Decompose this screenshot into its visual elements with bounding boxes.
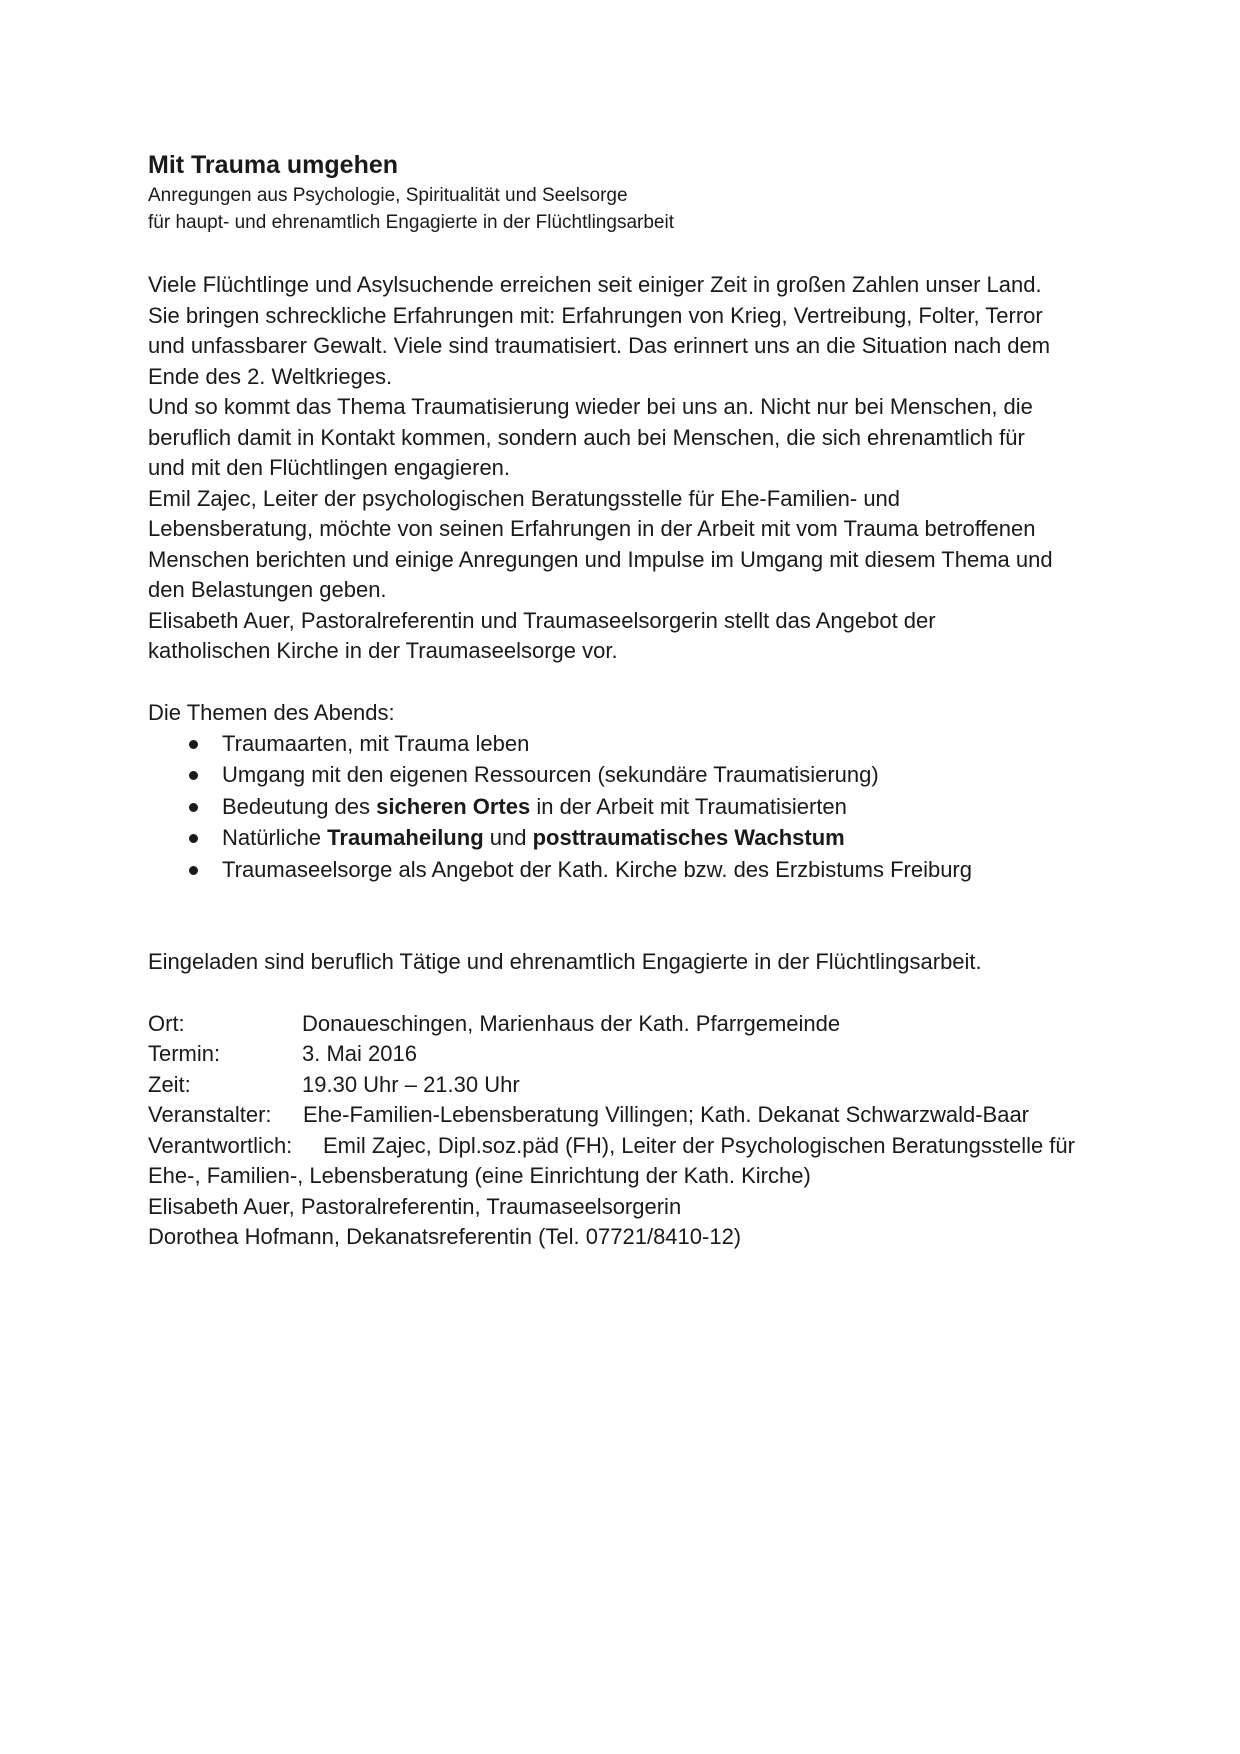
intro-line: Sie bringen schreckliche Erfahrungen mit: Erfahrungen von Krieg, Vertreibung, Folter, Terror (148, 302, 1043, 328)
intro-line: und mit den Flüchtlingen engagieren. (148, 455, 511, 480)
info-verantwortlich-continued: Ehe-, Familien-, Lebensberatung (eine Einrichtung der Kath. Kirche) (148, 1163, 811, 1188)
topic-text: Umgang mit den eigenen Ressourcen (sekundäre Traumatisierung) (222, 762, 879, 787)
topic-text: und (483, 825, 533, 850)
intro-line: Elisabeth Auer, Pastoralreferentin und Traumaseelsorgerin stellt das Angebot der (148, 607, 936, 633)
intro-line: Menschen berichten und einige Anregungen und Impulse im Umgang mit diesem Thema und (148, 546, 1053, 572)
invitation-text: Eingeladen sind beruflich Tätige und ehrenamtlich Engagierte in der Flüchtlingsarbeit. (148, 949, 982, 974)
document-title: Mit Trauma umgehen (148, 151, 399, 179)
info-value: Donaueschingen, Marienhaus der Kath. Pfarrgemeinde (302, 1010, 841, 1036)
info-value: 3. Mai 2016 (302, 1041, 417, 1066)
intro-line: den Belastungen geben. (148, 577, 387, 602)
subtitle-line-1: Anregungen aus Psychologie, Spiritualität und Seelsorge (148, 185, 628, 206)
spacer (148, 978, 1108, 1009)
intro-line: katholischen Kirche in der Traumaseelsorge vor. (148, 638, 618, 663)
intro-line: beruflich damit in Kontakt kommen, sondern auch bei Menschen, die sich ehrenamtlich für (148, 424, 1025, 450)
info-value: 19.30 Uhr – 21.30 Uhr (302, 1071, 520, 1097)
info-label: Verantwortlich: (148, 1132, 293, 1158)
document-page (148, 148, 1108, 1253)
topic-emphasis: Traumaheilung (327, 825, 484, 850)
info-verantwortlich (148, 1131, 1108, 1162)
bullet-icon (189, 740, 198, 749)
list-item (148, 854, 1108, 886)
info-ort (148, 1009, 1108, 1040)
topic-text: Bedeutung des (222, 793, 377, 819)
list-item (148, 728, 1108, 760)
intro-line: Lebensberatung, möchte von seinen Erfahrungen in der Arbeit mit vom Trauma betroffenen (148, 516, 1036, 541)
bullet-icon (189, 866, 198, 875)
bullet-icon (189, 834, 198, 843)
list-item (148, 822, 1108, 854)
spacer (148, 667, 1108, 697)
info-value: Ehe-Familien-Lebensberatung Villingen; Kath. Dekanat Schwarzwald-Baar (303, 1102, 1029, 1127)
info-label: Ort: (148, 1010, 185, 1036)
subtitle-line-2: für haupt- und ehrenamtlich Engagierte in der Flüchtlingsarbeit (148, 212, 674, 233)
bullet-icon (189, 803, 198, 812)
intro-line: und unfassbarer Gewalt. Viele sind traumatisiert. Das erinnert uns an die Situation nach dem (148, 333, 1051, 358)
topic-emphasis: sicheren Ortes (376, 793, 531, 819)
topic-emphasis: posttraumatisches Wachstum (532, 825, 845, 850)
topics-list (148, 728, 1108, 886)
bullet-icon (189, 771, 198, 780)
info-person: Elisabeth Auer, Pastoralreferentin, Traumaseelsorgerin (148, 1193, 682, 1219)
info-termin (148, 1039, 1108, 1070)
intro-paragraph (148, 270, 1108, 667)
topic-text: Traumaarten, mit Trauma leben (222, 730, 530, 756)
topics-heading: Die Themen des Abends: (148, 699, 395, 725)
info-person: Dorothea Hofmann, Dekanatsreferentin (Tel. 07721/8410-12) (148, 1224, 742, 1249)
topic-text: Traumaseelsorge als Angebot der Kath. Kirche bzw. des Erzbistums Freiburg (222, 856, 972, 882)
intro-line: Ende des 2. Weltkrieges. (148, 363, 393, 389)
info-value: Emil Zajec, Dipl.soz.päd (FH), Leiter der Psychologischen Beratungsstelle für (323, 1132, 1075, 1158)
event-info (148, 1009, 1108, 1253)
list-item (148, 759, 1108, 791)
spacer (148, 885, 1108, 947)
list-item (148, 791, 1108, 823)
intro-line: Und so kommt das Thema Traumatisierung wieder bei uns an. Nicht nur bei Menschen, die (148, 394, 1033, 419)
info-veranstalter (148, 1100, 1108, 1131)
info-label: Veranstalter: (148, 1102, 272, 1127)
info-label: Zeit: (148, 1071, 191, 1097)
topic-text: Natürliche (222, 825, 328, 850)
info-label: Termin: (148, 1041, 221, 1066)
intro-line: Viele Flüchtlinge und Asylsuchende erreichen seit einiger Zeit in großen Zahlen unser Land. (148, 272, 1042, 297)
info-zeit (148, 1070, 1108, 1101)
topic-text: in der Arbeit mit Traumatisierten (530, 793, 847, 819)
intro-line: Emil Zajec, Leiter der psychologischen Beratungsstelle für Ehe-Familien- und (148, 485, 901, 511)
